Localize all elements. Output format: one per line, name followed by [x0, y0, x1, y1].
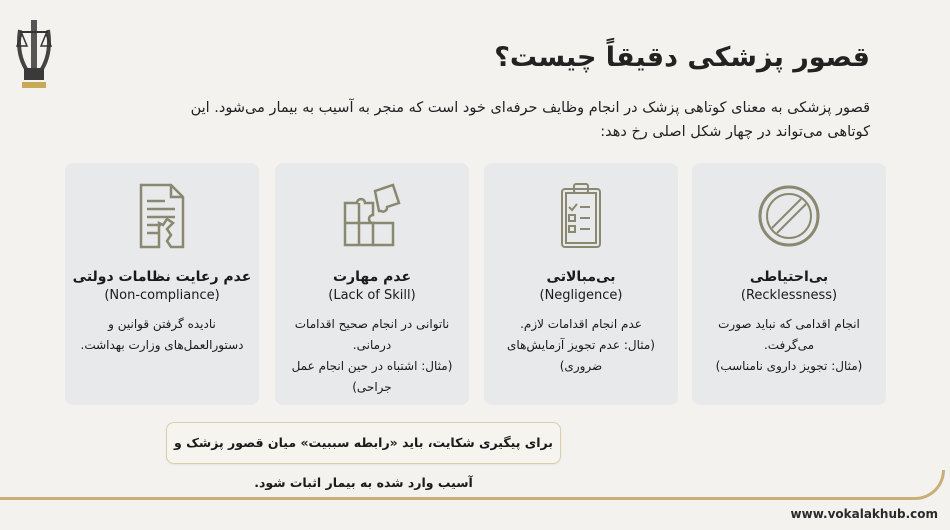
card-negligence — [484, 163, 678, 405]
decorative-gold-line — [0, 470, 945, 500]
card-recklessness — [692, 163, 886, 405]
card-title: عدم مهارت — [332, 269, 412, 285]
card-non-compliance — [65, 163, 259, 405]
card-title: عدم رعایت نظامات دولتی — [72, 269, 252, 285]
intro-paragraph: قصور پزشکی به معنای کوتاهی پزشک در انجام وظایف حرفه‌ای خود است که منجر به آسیب به بیمار می‌شود. این کوتاهی می‌تواند در چهار شکل اصلی رخ دهد: — [190, 100, 870, 140]
card-lack-of-skill — [275, 163, 469, 405]
causation-note: برای پیگیری شکایت، باید «رابطه سببیت» میان قصور پزشک و آسیب وارد شده به بیمار اثبات شود. — [166, 422, 561, 464]
card-english-title: (Lack of Skill) — [328, 288, 416, 303]
card-description: ناتوانی در انجام صحیح اقدامات درمانی. — [294, 317, 450, 352]
card-description: انجام اقدامی که نباید صورت می‌گرفت. — [718, 317, 860, 352]
card-description: نادیده گرفتن قوانین و دستورالعمل‌های وزارت بهداشت. — [80, 317, 244, 352]
torn-document-icon — [127, 181, 197, 251]
card-title: بی‌مبالاتی — [546, 269, 616, 285]
clipboard-checklist-icon — [546, 181, 616, 251]
card-english-title: (Non-compliance) — [104, 288, 220, 303]
card-description: عدم انجام اقدامات لازم. — [520, 317, 642, 331]
website-url[interactable]: www.vokalakhub.com — [790, 507, 938, 521]
card-example: (مثال: عدم تجویز آزمایش‌های ضروری) — [507, 338, 655, 373]
prohibited-icon — [754, 181, 824, 251]
card-example: (مثال: اشتباه در حین انجام عمل جراحی) — [291, 359, 453, 394]
card-english-title: (Negligence) — [539, 288, 623, 303]
puzzle-icon — [337, 181, 407, 251]
scales-of-justice-logo — [14, 10, 54, 90]
card-example: (مثال: تجویز داروی نامناسب) — [715, 359, 863, 373]
card-english-title: (Recklessness) — [740, 288, 838, 303]
page-title: قصور پزشکی دقیقاً چیست؟ — [494, 42, 870, 73]
card-title: بی‌احتیاطی — [749, 269, 829, 285]
